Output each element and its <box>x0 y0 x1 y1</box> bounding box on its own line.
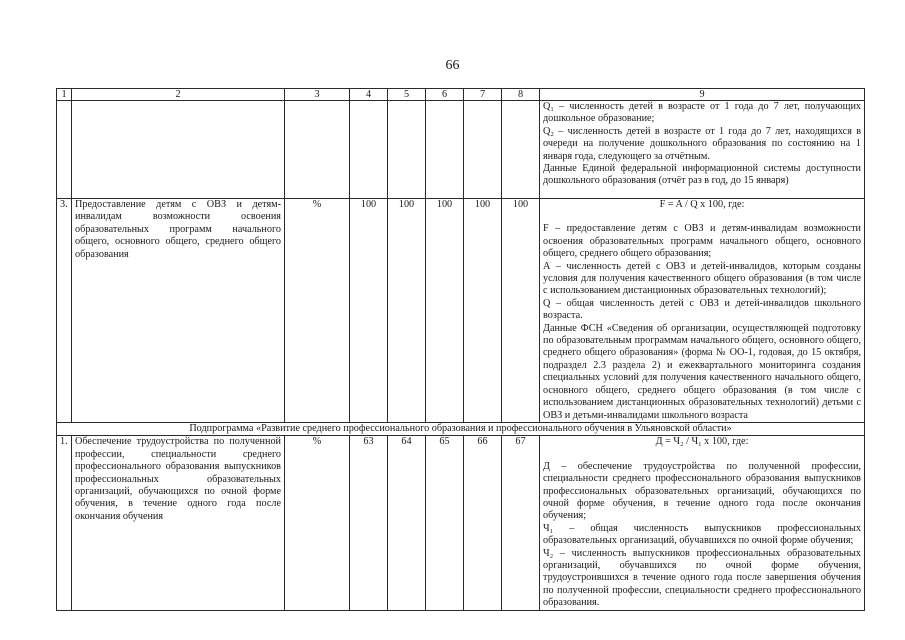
formula: Д = Ч₂ / Ч₁ x 100, где: <box>655 436 749 448</box>
subprogram-title: Подпрограмма «Развитие среднего профессионального образования и профессионального обучения в Ульяновской области» <box>57 422 865 435</box>
header-cell: 7 <box>464 89 502 101</box>
header-cell: 9 <box>540 89 865 101</box>
value-cell: 100 <box>502 199 540 423</box>
source-line: Данные ФСН «Сведения об организации, осуществляющей подготовку по образовательным программам начального общего, основного общего, среднего общего образования» (форма № ОО-1, годовая, до 15 октября, подраздел 2.3 раздела 2) и ежеквартального мониторинга создания специальных условий для получения качественного начального общего, основного общего, среднего общего образования (в том числе с использованием дистанционных образовательных технологий) детьми с ОВЗ и детьми-инвалидами школьного возраста <box>543 322 861 421</box>
header-row <box>57 89 865 101</box>
value-cell: 67 <box>502 436 540 610</box>
indicators-table <box>56 88 865 611</box>
formula: F = A / Q x 100, где: <box>659 199 745 210</box>
page-number: 66 <box>445 58 460 73</box>
value-cell: 63 <box>350 436 388 610</box>
value-cell: 100 <box>464 199 502 423</box>
subprogram-row <box>57 422 865 435</box>
header-cell: 8 <box>502 89 540 101</box>
row-number: 3. <box>57 199 72 423</box>
definition-line: Ч₂ – численность выпускников профессиональных образовательных организаций, обучавшихся по очной форме обучения, трудоустроившихся в течение одного года после завершения обучения по полученной профессии, специальности среднего профессионального образования. <box>543 547 861 609</box>
value-cell: 100 <box>426 199 464 423</box>
value-cell: 66 <box>464 436 502 610</box>
table-row <box>57 436 865 610</box>
definition-line: А – численность детей с ОВЗ и детей-инвалидов, которым созданы условия для получения качественного общего образования (в том числе с использованием дистанционных образовательных технологий); <box>543 260 861 297</box>
continued-row <box>57 101 865 199</box>
definition-line: Q₁ – численность детей в возрасте от 1 года до 7 лет, получающих дошкольное образование; <box>543 101 861 125</box>
definition-line: F – предоставление детям с ОВЗ и детям-инвалидам возможности освоения образовательных программ начального общего, основного общего, среднего общего образования; <box>543 223 861 260</box>
method-cell <box>540 101 865 199</box>
unit-cell: % <box>285 436 350 610</box>
table-row <box>57 199 865 423</box>
header-cell: 1 <box>57 89 72 101</box>
value-cell: 64 <box>388 436 426 610</box>
row-number: 1. <box>57 436 72 610</box>
header-cell: 3 <box>285 89 350 101</box>
value-cell: 65 <box>426 436 464 610</box>
header-cell: 2 <box>72 89 285 101</box>
value-cell: 100 <box>388 199 426 423</box>
definition-line: Q – общая численность детей с ОВЗ и детей-инвалидов школьного возраста. <box>543 297 861 322</box>
indicator-name: Предоставление детям с ОВЗ и детям-инвалидам возможности освоения образовательных программ начального общего, основного общего, среднего общего образования <box>72 199 285 423</box>
value-cell: 100 <box>350 199 388 423</box>
source-line: Данные Единой федеральной информационной системы доступности дошкольного образования (отчёт раз в год, до 15 января) <box>543 163 861 187</box>
header-cell: 5 <box>388 89 426 101</box>
indicator-name: Обеспечение трудоустройства по полученной профессии, специальности среднего профессионального образования выпускников профессиональных образовательных организаций, обучающихся по очной форме обучения, в течение одного года после окончания обучения <box>72 436 285 610</box>
unit-cell: % <box>285 199 350 423</box>
method-cell <box>540 436 865 610</box>
definition-line: Д – обеспечение трудоустройства по полученной профессии, специальности среднего профессионального образования выпускников профессиональных образовательных организаций, обучающихся по очной форме обучения, в течение одного года после окончания обучения; <box>543 460 861 522</box>
method-cell <box>540 199 865 423</box>
header-cell: 4 <box>350 89 388 101</box>
header-cell: 6 <box>426 89 464 101</box>
definition-line: Q₂ – численность детей в возрасте от 1 года до 7 лет, находящихся в очереди на получение дошкольного образования по состоянию на 1 января года, следующего за отчётным. <box>543 125 861 162</box>
definition-line: Ч₁ – общая численность выпускников профессиональных образовательных организаций, обучавшихся по очной форме обучения; <box>543 522 861 547</box>
